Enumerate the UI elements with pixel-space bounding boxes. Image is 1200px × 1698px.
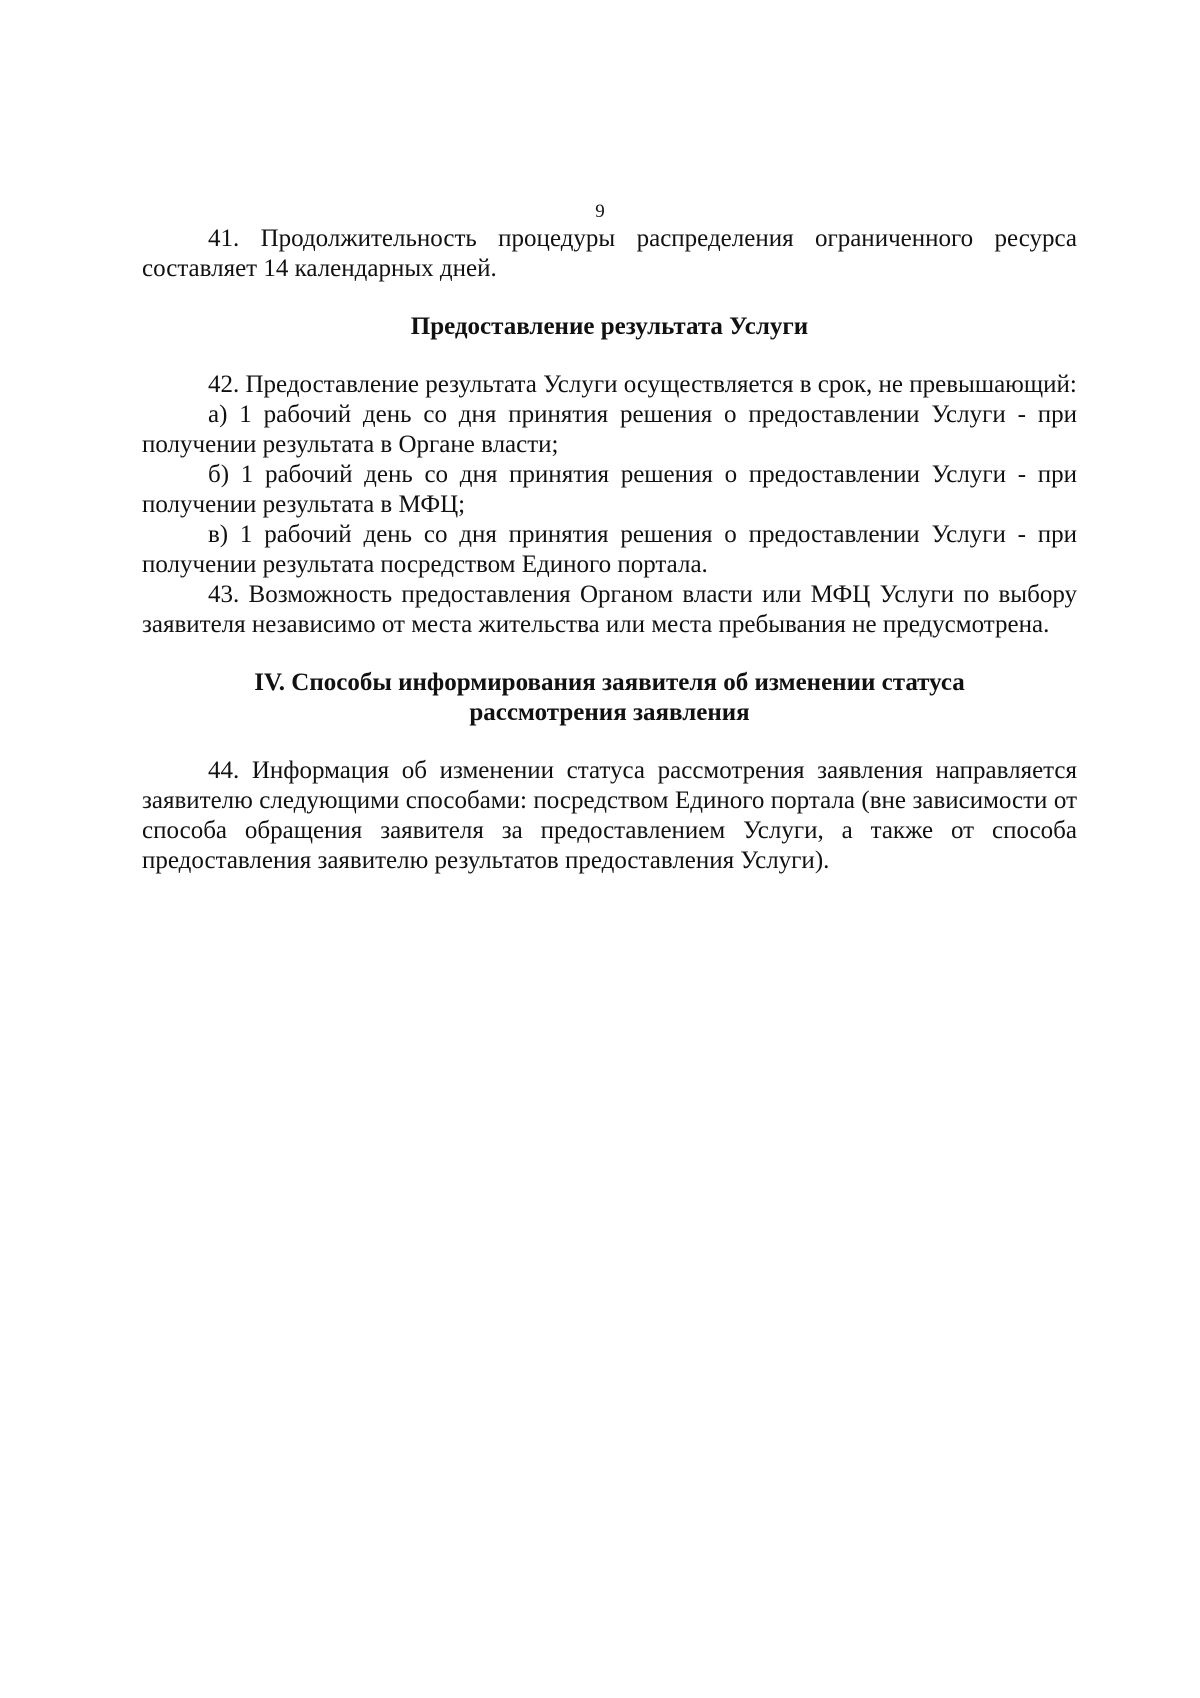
heading-section-iv-line2: рассмотрения заявления (469, 699, 750, 726)
paragraph-44: 44. Информация об изменении статуса рассмотрения заявления направляется заявителю следующими способами: посредством Единого портала (вне зависимости от способа обращения заявителя за предоставлением Услуги, а также от способа предоставления заявителю результатов предоставления Услуги). (142, 757, 1077, 874)
heading-section-iv (142, 668, 1077, 728)
heading-result: Предоставление результата Услуги (410, 313, 809, 340)
page-number: 9 (595, 201, 605, 222)
heading-section-iv-line1: IV. Способы информирования заявителя об изменении статуса (254, 669, 965, 696)
paragraph-43: 43. Возможность предоставления Органом власти или МФЦ Услуги по выбору заявителя независимо от места жительства или места пребывания не предусмотрена. (142, 581, 1077, 638)
list-item-v: в) 1 рабочий день со дня принятия решения о предоставлении Услуги - при получении результата посредством Единого портала. (142, 521, 1077, 578)
paragraph-41: 41. Продолжительность процедуры распределения ограниченного ресурса составляет 14 календарных дней. (142, 225, 1077, 282)
paragraph-42: 42. Предоставление результата Услуги осуществляется в срок, не превышающий: (208, 371, 1077, 398)
list-item-a: а) 1 рабочий день со дня принятия решения о предоставлении Услуги - при получении результата в Органе власти; (142, 401, 1077, 458)
list-item-b: б) 1 рабочий день со дня принятия решения о предоставлении Услуги - при получении результата в МФЦ; (142, 461, 1077, 518)
document-body (142, 224, 1077, 876)
